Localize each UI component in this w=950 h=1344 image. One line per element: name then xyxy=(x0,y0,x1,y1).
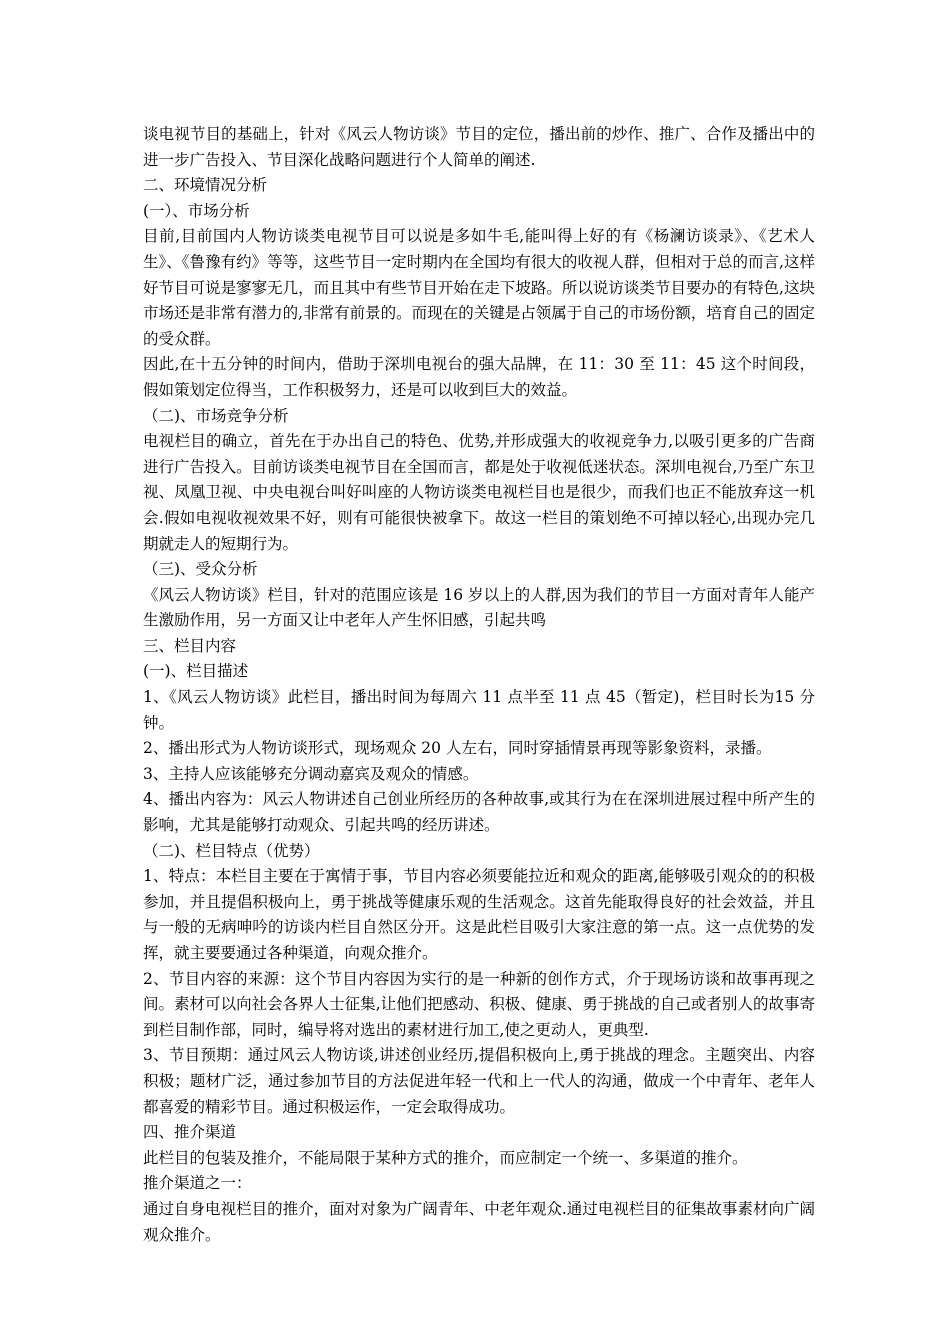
section-heading-environment: 二、环境情况分析 xyxy=(143,176,268,195)
description-item-4: 4、播出内容为：风云人物讲述自己创业所经历的各种故事,或其行为在在深圳进展过程中所产生的影响，尤其是能够打动观众、引起共鸣的经历讲述。 xyxy=(143,790,815,835)
features-item-1: 1、特点：本栏目主要在于寓情于事，节目内容必须要能拉近和观众的距离,能够吸引观众的的积极参加，并且提倡积极向上，勇于挑战等健康乐观的生活观念。这首先能取得良好的社会效益，并且与一般的无病呻吟的访谈内栏目自然区分开。这是此栏目吸引大家注意的第一点。这一点优势的发挥，就主要要通过各种渠道，向观众推介。 xyxy=(143,867,815,962)
promotion-channel-heading: 推介渠道之一： xyxy=(143,1174,252,1193)
intro-paragraph: 谈电视节目的基础上，针对《风云人物访谈》节目的定位，播出前的炒作、推广、合作及播出中的进一步广告投入、节目深化战略问题进行个人简单的阐述. xyxy=(143,125,815,169)
promotion-paragraph: 此栏目的包装及推介，不能局限于某种方式的推介，而应制定一个统一、多渠道的推介。 xyxy=(143,1148,748,1167)
features-item-3: 3、节目预期：通过风云人物访谈,讲述创业经历,提倡积极向上,勇于挑战的理念。主题突出、内容积极；题材广泛，通过参加节目的方法促进年轻一代和上一代人的沟通，做成一个中青年、老年人都喜爱的精彩节目。通过积极运作，一定会取得成功。 xyxy=(143,1046,815,1116)
audience-paragraph: 《风云人物访谈》栏目，针对的范围应该是 16 岁以上的人群,因为我们的节目一方面对青年人能产生激励作用，另一方面又让中老年人产生怀旧感，引起共鸣 xyxy=(143,585,815,630)
subsection-heading-description: (一)、栏目描述 xyxy=(143,662,249,681)
promotion-channel-paragraph: 通过自身电视栏目的推介，面对对象为广阔青年、中老年观众.通过电视栏目的征集故事素材向广阔观众推介。 xyxy=(143,1199,815,1244)
subsection-heading-audience: （三)、受众分析 xyxy=(143,560,258,579)
description-item-2: 2、播出形式为人物访谈形式，现场观众 20 人左右，同时穿插情景再现等影象资料，录播。 xyxy=(143,739,772,758)
description-item-1: 1、《风云人物访谈》此栏目，播出时间为每周六 11 点半至 11 点 45（暂定)，栏目时长为15 分钟。 xyxy=(143,688,815,732)
subsection-heading-market: (一）、市场分析 xyxy=(143,201,250,220)
market-conclusion-paragraph: 因此,在十五分钟的时间内，借助于深圳电视台的强大品牌，在 11：30 至 11：45 这个时间段，假如策划定位得当，工作积极努力，还是可以收到巨大的效益。 xyxy=(143,355,815,399)
description-item-3: 3、主持人应该能够充分调动嘉宾及观众的情感。 xyxy=(143,764,479,783)
competition-paragraph: 电视栏目的确立，首先在于办出自己的特色、优势,并形成强大的收视竞争力,以吸引更多的广告商进行广告投入。目前访谈类电视节目在全国而言，都是处于收视低迷状态。深圳电视台,乃至广东卫视、凤凰卫视、中央电视台叫好叫座的人物访谈类电视栏目也是很少，而我们也正不能放弃这一机会.假如电视收视效果不好，则有可能很快被拿下。故这一栏目的策划绝不可掉以轻心,出现办完几期就走人的短期行为。 xyxy=(143,432,815,553)
subsection-heading-features: （二)、栏目特点（优势） xyxy=(143,841,320,860)
section-heading-promotion: 四、推介渠道 xyxy=(143,1123,237,1142)
section-heading-content: 三、栏目内容 xyxy=(143,636,237,655)
subsection-heading-competition: （二)、市场竞争分析 xyxy=(143,406,289,425)
document-body xyxy=(143,122,815,1248)
market-paragraph: 目前,目前国内人物访谈类电视节目可以说是多如牛毛,能叫得上好的有《杨澜访谈录》、《艺术人生》、《鲁豫有约》等等，这些节目一定时期内在全国均有很大的收视人群，但相对于总的而言,这样好节目可说是寥寥无几，而且其中有些节目开始在走下坡路。所以说访谈类节目要办的有特色,这块市场还是非常有潜力的,非常有前景的。而现在的关键是占领属于自己的市场份额，培育自己的固定的受众群。 xyxy=(143,227,815,348)
features-item-2: 2、节目内容的来源：这个节目内容因为实行的是一种新的创作方式，介于现场访谈和故事再现之间。素材可以向社会各界人士征集,让他们把感动、积极、健康、勇于挑战的自己或者别人的故事寄到栏目制作部，同时，编导将对选出的素材进行加工,使之更动人，更典型. xyxy=(143,969,815,1039)
